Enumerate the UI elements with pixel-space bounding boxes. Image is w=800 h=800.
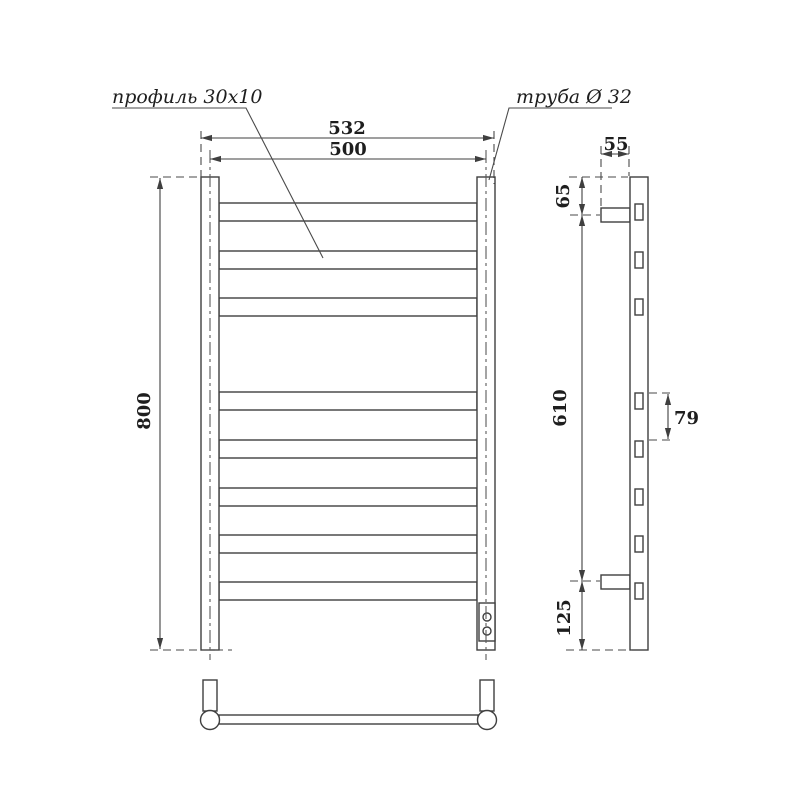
crossbar-joint <box>635 441 643 457</box>
dimension-label-overall-width: 532 <box>328 118 366 139</box>
dimension-bracket-length <box>601 134 629 206</box>
plan-wall-bracket <box>480 680 494 711</box>
dimension-label-bar-pitch: 79 <box>674 408 700 429</box>
control-indicator <box>483 613 491 621</box>
crossbar-joint <box>635 393 643 409</box>
dimension-label-pipe-center-width: 500 <box>329 139 367 160</box>
crossbar <box>219 298 477 316</box>
leader-line <box>489 108 612 180</box>
crossbar-joint <box>635 204 643 220</box>
plan-crossbar-profile <box>219 715 478 724</box>
plan-pipe-section <box>201 711 220 730</box>
dimension-pipe-center-width <box>210 139 486 160</box>
crossbar-joint <box>635 252 643 268</box>
wall-bracket-bottom <box>601 575 630 589</box>
callout-profile-label: профиль 30x10 <box>112 86 263 108</box>
callout-pipe-label: труба Ø 32 <box>516 86 632 108</box>
dimension-label-overall-height: 800 <box>134 392 155 430</box>
dimension-label-bracket-span: 610 <box>550 389 571 427</box>
dimension-label-bottom-bracket-offset: 125 <box>554 599 575 637</box>
dimension-label-bracket-length: 55 <box>603 134 629 155</box>
side-pipe <box>630 177 648 650</box>
plan-pipe-section <box>478 711 497 730</box>
crossbar <box>219 488 477 506</box>
wall-bracket-top <box>601 208 630 222</box>
dimension-label-top-bracket-offset: 65 <box>553 183 574 209</box>
plan-view <box>201 680 497 730</box>
crossbar <box>219 535 477 553</box>
crossbar <box>219 203 477 221</box>
crossbar-joint <box>635 536 643 552</box>
crossbar <box>219 392 477 410</box>
crossbar <box>219 440 477 458</box>
callout-pipe <box>489 86 632 180</box>
crossbar-joint <box>635 299 643 315</box>
control-indicator <box>483 627 491 635</box>
front-view <box>201 150 495 660</box>
crossbar <box>219 251 477 269</box>
crossbar-joint <box>635 489 643 505</box>
crossbar-joint <box>635 583 643 599</box>
dimension-bar-pitch <box>649 393 699 440</box>
side-view <box>601 177 648 650</box>
crossbar <box>219 582 477 600</box>
plan-wall-bracket <box>203 680 217 711</box>
